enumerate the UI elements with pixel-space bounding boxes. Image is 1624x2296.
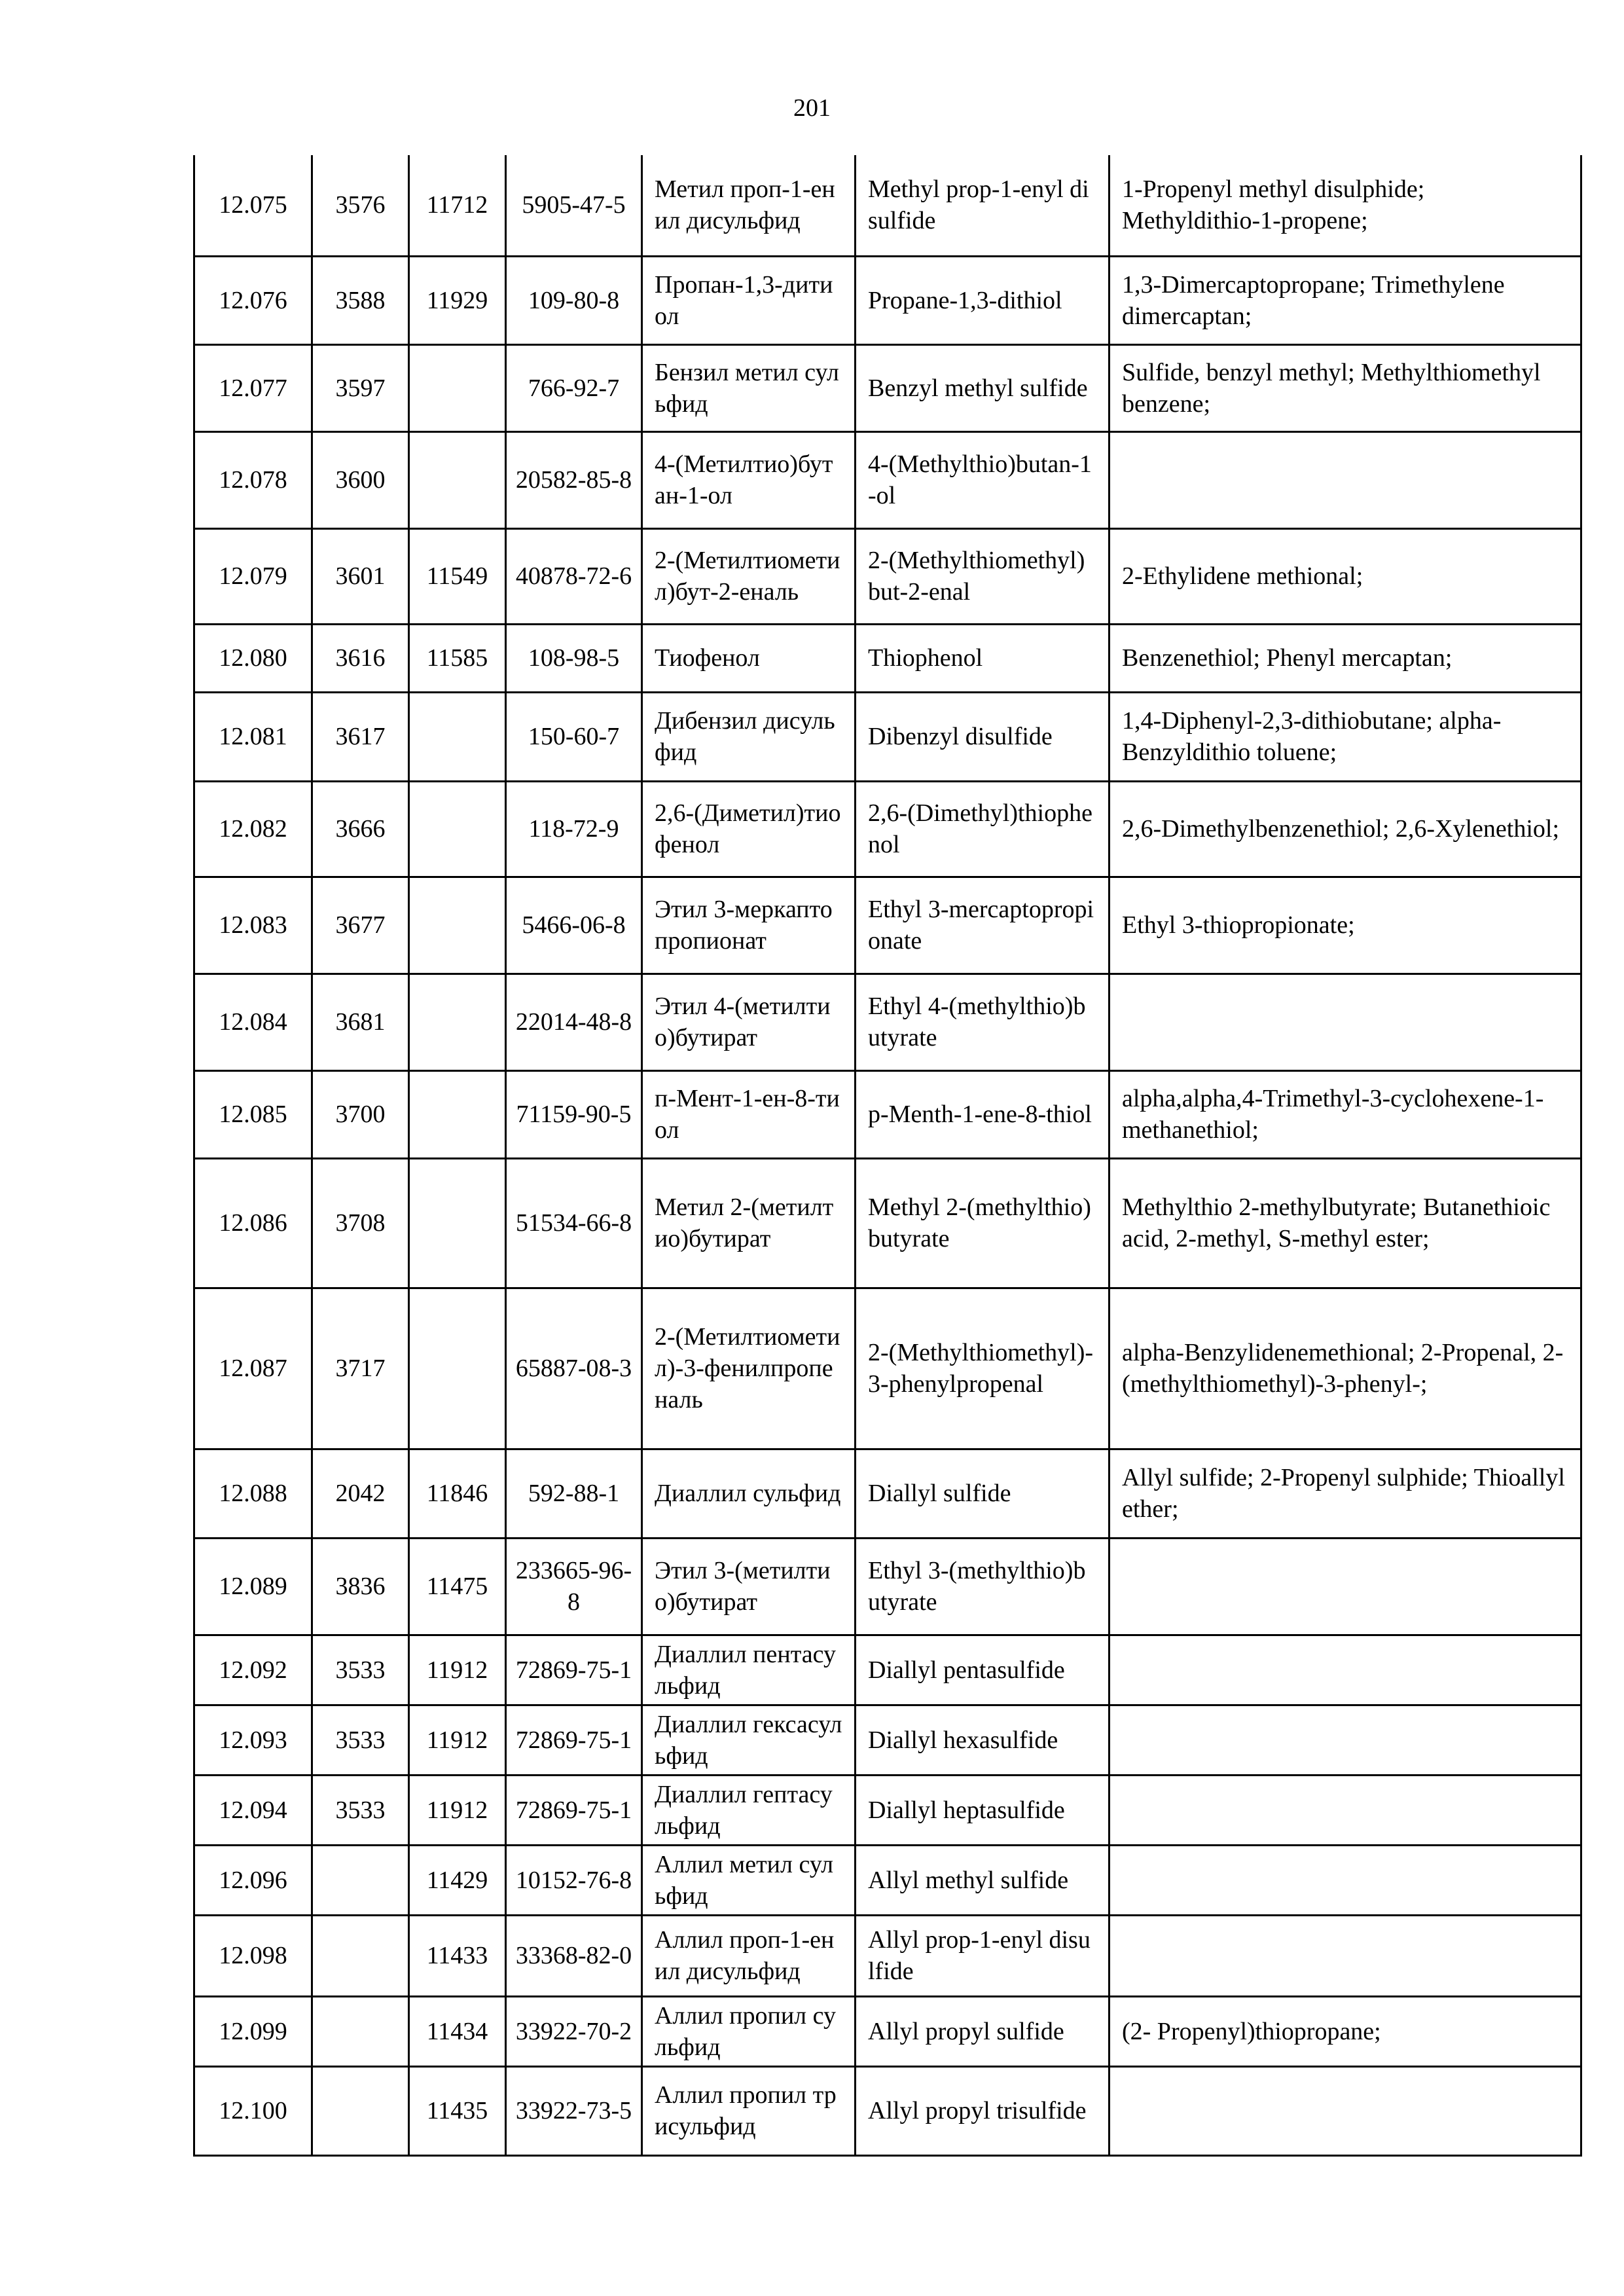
table-row [194,877,1581,974]
fema-cell: 3597 [312,344,409,431]
fl-number-cell [409,1158,506,1288]
table-row [194,1996,1581,2066]
number-cell: 12.093 [194,1705,312,1775]
number-cell: 12.099 [194,1996,312,2066]
synonyms-cell: (2- Propenyl)thiopropane; [1110,1996,1581,2066]
fema-cell: 3588 [312,256,409,344]
fl-number-cell [409,1288,506,1449]
russian-name-cell: Метил проп-1-енил дисульфид [642,155,856,256]
synonyms-cell: Sulfide, benzyl methyl; Methylthiomethyl benzene; [1110,344,1581,431]
russian-name-cell: Аллил пропил трисульфид [642,2066,856,2155]
synonyms-cell [1110,1635,1581,1705]
fl-number-cell: 11433 [409,1915,506,1996]
fl-number-cell [409,877,506,974]
fema-cell: 3836 [312,1538,409,1635]
english-name-cell: Allyl methyl sulfide [856,1845,1110,1915]
fema-cell: 3616 [312,624,409,692]
russian-name-cell: Диаллил гексасульфид [642,1705,856,1775]
synonyms-cell: 1,3-Dimercaptopropane; Trimethylene dimercaptan; [1110,256,1581,344]
cas-number-cell: 40878-72-6 [506,528,642,624]
fl-number-cell [409,781,506,877]
table-row [194,1845,1581,1915]
english-name-cell: Diallyl sulfide [856,1449,1110,1538]
number-cell: 12.084 [194,974,312,1070]
fl-number-cell: 11434 [409,1996,506,2066]
number-cell: 12.086 [194,1158,312,1288]
synonyms-cell [1110,1915,1581,1996]
fema-cell: 3677 [312,877,409,974]
number-cell: 12.100 [194,2066,312,2155]
english-name-cell: Methyl prop-1-enyl disulfide [856,155,1110,256]
table-row [194,1775,1581,1845]
english-name-cell: Thiophenol [856,624,1110,692]
table-row [194,1915,1581,1996]
russian-name-cell: Аллил проп-1-енил дисульфид [642,1915,856,1996]
fl-number-cell: 11712 [409,155,506,256]
number-cell: 12.079 [194,528,312,624]
russian-name-cell: Бензил метил сульфид [642,344,856,431]
cas-number-cell: 51534-66-8 [506,1158,642,1288]
english-name-cell: Ethyl 3-(methylthio)butyrate [856,1538,1110,1635]
cas-number-cell: 71159-90-5 [506,1070,642,1158]
fl-number-cell: 11475 [409,1538,506,1635]
fema-cell: 3717 [312,1288,409,1449]
number-cell: 12.089 [194,1538,312,1635]
english-name-cell: Dibenzyl disulfide [856,692,1110,781]
cas-number-cell: 108-98-5 [506,624,642,692]
cas-number-cell: 5905-47-5 [506,155,642,256]
number-cell: 12.081 [194,692,312,781]
english-name-cell: Diallyl heptasulfide [856,1775,1110,1845]
english-name-cell: Ethyl 3-mercaptopropionate [856,877,1110,974]
russian-name-cell: Метил 2-(метилтио)бутират [642,1158,856,1288]
number-cell: 12.078 [194,431,312,528]
table-row [194,1449,1581,1538]
number-cell: 12.082 [194,781,312,877]
synonyms-cell: Methylthio 2-methylbutyrate; Butanethioic acid, 2-methyl, S-methyl ester; [1110,1158,1581,1288]
cas-number-cell: 33922-70-2 [506,1996,642,2066]
page-number: 201 [793,94,831,122]
russian-name-cell: 2-(Метилтиометил)-3-фенилпропеналь [642,1288,856,1449]
english-name-cell: Allyl propyl sulfide [856,1996,1110,2066]
number-cell: 12.088 [194,1449,312,1538]
fl-number-cell: 11549 [409,528,506,624]
english-name-cell: Diallyl pentasulfide [856,1635,1110,1705]
table-row [194,1538,1581,1635]
table-row [194,431,1581,528]
table-row [194,1070,1581,1158]
cas-number-cell: 118-72-9 [506,781,642,877]
russian-name-cell: Дибензил дисульфид [642,692,856,781]
synonyms-cell: alpha,alpha,4-Trimethyl-3-cyclohexene-1-methanethiol; [1110,1070,1581,1158]
russian-name-cell: Этил 4-(метилтио)бутират [642,974,856,1070]
number-cell: 12.092 [194,1635,312,1705]
fl-number-cell: 11846 [409,1449,506,1538]
cas-number-cell: 150-60-7 [506,692,642,781]
english-name-cell: Methyl 2-(methylthio)butyrate [856,1158,1110,1288]
cas-number-cell: 72869-75-1 [506,1635,642,1705]
cas-number-cell: 20582-85-8 [506,431,642,528]
cas-number-cell: 109-80-8 [506,256,642,344]
english-name-cell: Diallyl hexasulfide [856,1705,1110,1775]
number-cell: 12.075 [194,155,312,256]
number-cell: 12.087 [194,1288,312,1449]
synonyms-cell: 1,4-Diphenyl-2,3-dithiobutane; alpha-Benzyldithio toluene; [1110,692,1581,781]
table-row [194,781,1581,877]
synonyms-cell: 1-Propenyl methyl disulphide; Methyldithio-1-propene; [1110,155,1581,256]
fl-number-cell: 11912 [409,1705,506,1775]
english-name-cell: 2-(Methylthiomethyl)-3-phenylpropenal [856,1288,1110,1449]
russian-name-cell: Диаллил гептасульфид [642,1775,856,1845]
cas-number-cell: 592-88-1 [506,1449,642,1538]
fl-number-cell [409,974,506,1070]
fl-number-cell: 11429 [409,1845,506,1915]
fema-cell [312,1915,409,1996]
russian-name-cell: 4-(Метилтио)бутан-1-ол [642,431,856,528]
fema-cell [312,2066,409,2155]
table-row [194,256,1581,344]
fl-number-cell [409,431,506,528]
fl-number-cell: 11912 [409,1635,506,1705]
number-cell: 12.083 [194,877,312,974]
english-name-cell: p-Menth-1-ene-8-thiol [856,1070,1110,1158]
fl-number-cell: 11929 [409,256,506,344]
table-row [194,1705,1581,1775]
number-cell: 12.080 [194,624,312,692]
fl-number-cell [409,1070,506,1158]
cas-number-cell: 72869-75-1 [506,1705,642,1775]
number-cell: 12.077 [194,344,312,431]
russian-name-cell: Тиофенол [642,624,856,692]
synonyms-cell: alpha-Benzylidenemethional; 2-Propenal, 2-(methylthiomethyl)-3-phenyl-; [1110,1288,1581,1449]
cas-number-cell: 10152-76-8 [506,1845,642,1915]
russian-name-cell: Пропан-1,3-дитиол [642,256,856,344]
russian-name-cell: 2-(Метилтиометил)бут-2-еналь [642,528,856,624]
synonyms-cell: Ethyl 3-thiopropionate; [1110,877,1581,974]
synonyms-cell [1110,974,1581,1070]
russian-name-cell: Диаллил пентасульфид [642,1635,856,1705]
synonyms-cell [1110,1845,1581,1915]
english-name-cell: Propane-1,3-dithiol [856,256,1110,344]
number-cell: 12.094 [194,1775,312,1845]
synonyms-cell: 2,6-Dimethylbenzenethiol; 2,6-Xylenethiol; [1110,781,1581,877]
cas-number-cell: 33368-82-0 [506,1915,642,1996]
flavouring-substances-table [193,155,1582,2157]
english-name-cell: Ethyl 4-(methylthio)butyrate [856,974,1110,1070]
fema-cell: 3666 [312,781,409,877]
cas-number-cell: 766-92-7 [506,344,642,431]
fema-cell: 3601 [312,528,409,624]
fema-cell: 3600 [312,431,409,528]
english-name-cell: 2-(Methylthiomethyl)but-2-enal [856,528,1110,624]
cas-number-cell: 233665-96-8 [506,1538,642,1635]
fema-cell: 3617 [312,692,409,781]
synonyms-cell: Allyl sulfide; 2-Propenyl sulphide; Thioallyl ether; [1110,1449,1581,1538]
russian-name-cell: Этил 3-меркаптопропионат [642,877,856,974]
english-name-cell: 2,6-(Dimethyl)thiophenol [856,781,1110,877]
synonyms-cell [1110,1705,1581,1775]
english-name-cell: Allyl prop-1-enyl disulfide [856,1915,1110,1996]
fema-cell: 2042 [312,1449,409,1538]
fema-cell: 3533 [312,1775,409,1845]
table-row [194,692,1581,781]
cas-number-cell: 72869-75-1 [506,1775,642,1845]
russian-name-cell: Диаллил сульфид [642,1449,856,1538]
number-cell: 12.098 [194,1915,312,1996]
table-row [194,528,1581,624]
table-row [194,1158,1581,1288]
table-row [194,974,1581,1070]
number-cell: 12.096 [194,1845,312,1915]
english-name-cell: 4-(Methylthio)butan-1-ol [856,431,1110,528]
fema-cell: 3681 [312,974,409,1070]
cas-number-cell: 33922-73-5 [506,2066,642,2155]
russian-name-cell: 2,6-(Диметил)тиофенол [642,781,856,877]
fema-cell: 3533 [312,1705,409,1775]
table-row [194,624,1581,692]
fema-cell: 3576 [312,155,409,256]
cas-number-cell: 5466-06-8 [506,877,642,974]
synonyms-cell [1110,1775,1581,1845]
russian-name-cell: Этил 3-(метилтио)бутират [642,1538,856,1635]
synonyms-cell [1110,2066,1581,2155]
english-name-cell: Benzyl methyl sulfide [856,344,1110,431]
synonyms-cell [1110,1538,1581,1635]
table-row [194,2066,1581,2155]
number-cell: 12.076 [194,256,312,344]
fema-cell [312,1996,409,2066]
fl-number-cell [409,344,506,431]
fema-cell: 3708 [312,1158,409,1288]
synonyms-cell [1110,431,1581,528]
russian-name-cell: Аллил метил сульфид [642,1845,856,1915]
synonyms-cell: Benzenethiol; Phenyl mercaptan; [1110,624,1581,692]
cas-number-cell: 65887-08-3 [506,1288,642,1449]
fl-number-cell: 11435 [409,2066,506,2155]
fema-cell: 3533 [312,1635,409,1705]
fl-number-cell: 11585 [409,624,506,692]
english-name-cell: Allyl propyl trisulfide [856,2066,1110,2155]
fl-number-cell [409,692,506,781]
russian-name-cell: п-Мент-1-ен-8-тиол [642,1070,856,1158]
table-row [194,344,1581,431]
table-row [194,155,1581,256]
russian-name-cell: Аллил пропил сульфид [642,1996,856,2066]
fema-cell: 3700 [312,1070,409,1158]
fl-number-cell: 11912 [409,1775,506,1845]
table-row [194,1635,1581,1705]
fema-cell [312,1845,409,1915]
table-body [194,155,1581,2155]
number-cell: 12.085 [194,1070,312,1158]
cas-number-cell: 22014-48-8 [506,974,642,1070]
table-row [194,1288,1581,1449]
synonyms-cell: 2-Ethylidene methional; [1110,528,1581,624]
